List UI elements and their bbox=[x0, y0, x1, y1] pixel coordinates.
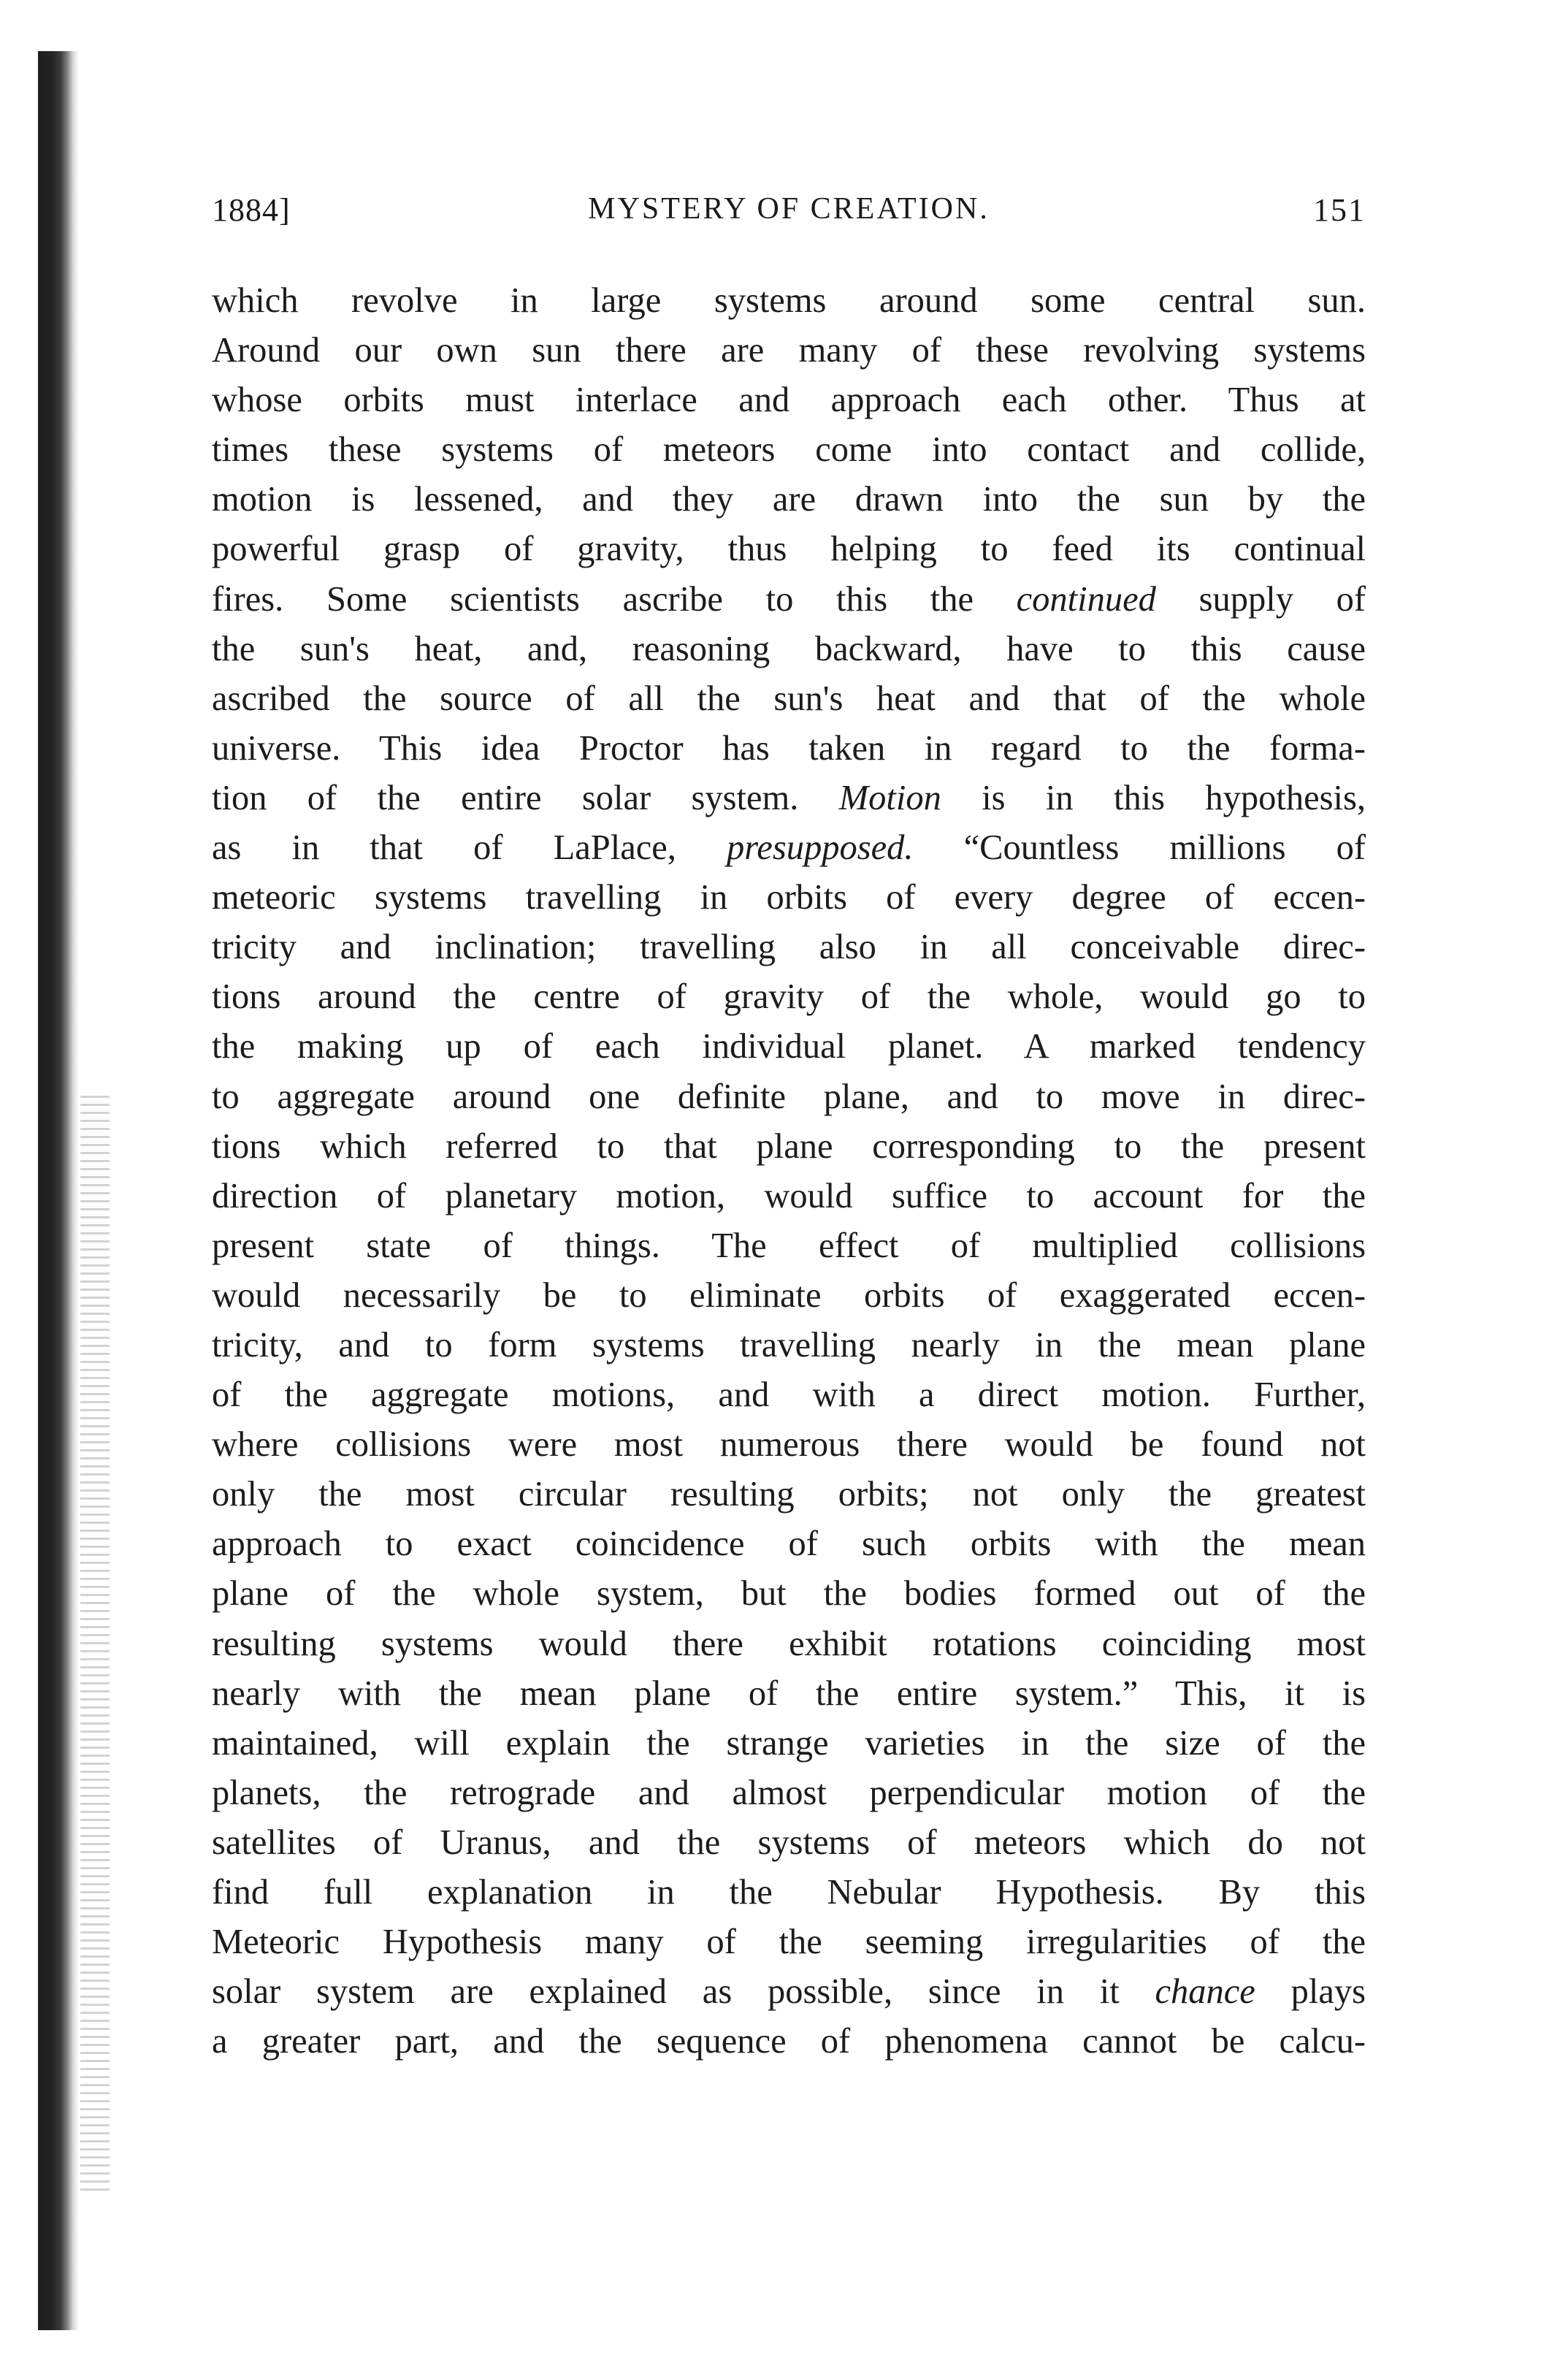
text-line bbox=[212, 774, 1366, 823]
text-segment: tricity, and to form systems travelling nearly in the mean plane bbox=[212, 1325, 1366, 1365]
text-line bbox=[212, 575, 1366, 625]
text-line bbox=[212, 1172, 1366, 1221]
text-line bbox=[212, 1221, 1366, 1271]
text-segment: meteoric systems travelling in orbits of every degree of eccen- bbox=[212, 878, 1366, 917]
text-line bbox=[212, 1719, 1366, 1768]
text-line bbox=[212, 1669, 1366, 1719]
text-line bbox=[212, 1122, 1366, 1172]
text-segment: tions around the centre of gravity of the whole, would go to bbox=[212, 977, 1366, 1017]
text-line bbox=[212, 425, 1366, 475]
text-segment: approach to exact coincidence of such orbits with the mean bbox=[212, 1524, 1366, 1564]
text-segment: the sun's heat, and, reasoning backward, have to this cause bbox=[212, 629, 1366, 668]
text-line bbox=[212, 1321, 1366, 1370]
text-line bbox=[212, 1569, 1366, 1619]
text-segment: which revolve in large systems around some central sun. bbox=[212, 281, 1366, 320]
text-line bbox=[212, 1022, 1366, 1072]
text-segment: the making up of each individual planet. A marked tendency bbox=[212, 1027, 1366, 1066]
text-line bbox=[212, 1818, 1366, 1868]
text-segment: direction of planetary motion, would suffice to account for the bbox=[212, 1176, 1366, 1215]
text-line bbox=[212, 674, 1366, 724]
italic-text: presupposed. bbox=[726, 828, 914, 868]
text-segment: planets, the retrograde and almost perpendicular motion of the bbox=[212, 1773, 1366, 1812]
text-segment: as in that of LaPlace, bbox=[212, 828, 727, 868]
text-segment: where collisions were most numerous there would be found not bbox=[212, 1425, 1366, 1465]
text-segment: “Countless millions of bbox=[913, 828, 1366, 868]
page-binding-edge bbox=[38, 51, 79, 2330]
italic-text: Motion bbox=[838, 778, 941, 817]
text-segment: only the most circular resulting orbits; not only the greatest bbox=[212, 1475, 1366, 1514]
text-line bbox=[212, 972, 1366, 1022]
italic-text: continued bbox=[1016, 579, 1156, 619]
body-text bbox=[212, 276, 1366, 2066]
text-segment: plays bbox=[1255, 1972, 1366, 2012]
page-number: 151 bbox=[1313, 192, 1366, 228]
text-segment: maintained, will explain the strange varieties in the size of the bbox=[212, 1723, 1366, 1763]
text-segment: of the aggregate motions, and with a direct motion. Further, bbox=[212, 1375, 1366, 1415]
running-header bbox=[212, 191, 1366, 243]
text-segment: present state of things. The effect of multiplied collisions bbox=[212, 1226, 1366, 1265]
text-line bbox=[212, 1619, 1366, 1669]
text-segment: ascribed the source of all the sun's heat and that of the whole bbox=[212, 679, 1366, 718]
text-segment: a greater part, and the sequence of phenomena cannot be calcu- bbox=[212, 2022, 1366, 2061]
text-line bbox=[212, 1967, 1366, 2017]
text-segment: to aggregate around one definite plane, and to move in direc- bbox=[212, 1077, 1366, 1116]
text-segment: motion is lessened, and they are drawn into the sun by the bbox=[212, 480, 1366, 519]
header-year: 1884] bbox=[212, 192, 291, 228]
text-segment: is in this hypothesis, bbox=[941, 778, 1366, 817]
text-line bbox=[212, 1470, 1366, 1519]
text-line bbox=[212, 1072, 1366, 1122]
text-line bbox=[212, 1868, 1366, 1917]
text-line bbox=[212, 923, 1366, 972]
text-segment: find full explanation in the Nebular Hypothesis. By this bbox=[212, 1873, 1366, 1912]
text-line bbox=[212, 1519, 1366, 1569]
text-line bbox=[212, 276, 1366, 326]
header-title: MYSTERY OF CREATION. bbox=[588, 192, 990, 226]
italic-text: chance bbox=[1155, 1972, 1255, 2012]
text-line bbox=[212, 1768, 1366, 1818]
text-segment: nearly with the mean plane of the entire system.” This, it is bbox=[212, 1673, 1366, 1713]
text-segment: times these systems of meteors come into contact and collide, bbox=[212, 430, 1366, 470]
text-segment: fires. Some scientists ascribe to this the bbox=[212, 579, 1017, 619]
text-line bbox=[212, 724, 1366, 774]
text-segment: satellites of Uranus, and the systems of meteors which do not bbox=[212, 1823, 1366, 1862]
text-line bbox=[212, 625, 1366, 674]
text-line bbox=[212, 524, 1366, 574]
text-segment: tion of the entire solar system. bbox=[212, 778, 839, 817]
text-segment: universe. This idea Proctor has taken in regard to the forma- bbox=[212, 728, 1366, 768]
text-segment: Around our own sun there are many of these revolving systems bbox=[212, 331, 1366, 370]
text-segment: resulting systems would there exhibit rotations coinciding most bbox=[212, 1624, 1366, 1663]
text-line bbox=[212, 326, 1366, 375]
text-line bbox=[212, 1370, 1366, 1420]
text-line bbox=[212, 475, 1366, 524]
text-segment: whose orbits must interlace and approach each other. Thus at bbox=[212, 381, 1366, 420]
text-segment: plane of the whole system, but the bodies formed out of the bbox=[212, 1574, 1366, 1614]
text-segment: would necessarily be to eliminate orbits of exaggerated eccen- bbox=[212, 1275, 1366, 1315]
text-segment: tions which referred to that plane corresponding to the present bbox=[212, 1126, 1366, 1166]
text-line bbox=[212, 873, 1366, 923]
text-line bbox=[212, 823, 1366, 873]
page-binding-specks bbox=[80, 1096, 110, 2191]
text-line bbox=[212, 375, 1366, 425]
text-segment: supply of bbox=[1155, 579, 1366, 619]
text-line bbox=[212, 2017, 1366, 2066]
text-line bbox=[212, 1917, 1366, 1967]
text-line bbox=[212, 1271, 1366, 1321]
text-segment: solar system are explained as possible, since in it bbox=[212, 1972, 1155, 2012]
text-line bbox=[212, 1420, 1366, 1470]
text-segment: tricity and inclination; travelling also in all conceivable direc- bbox=[212, 928, 1366, 967]
text-segment: Meteoric Hypothesis many of the seeming irregularities of the bbox=[212, 1923, 1366, 1962]
text-segment: powerful grasp of gravity, thus helping to feed its continual bbox=[212, 530, 1366, 569]
